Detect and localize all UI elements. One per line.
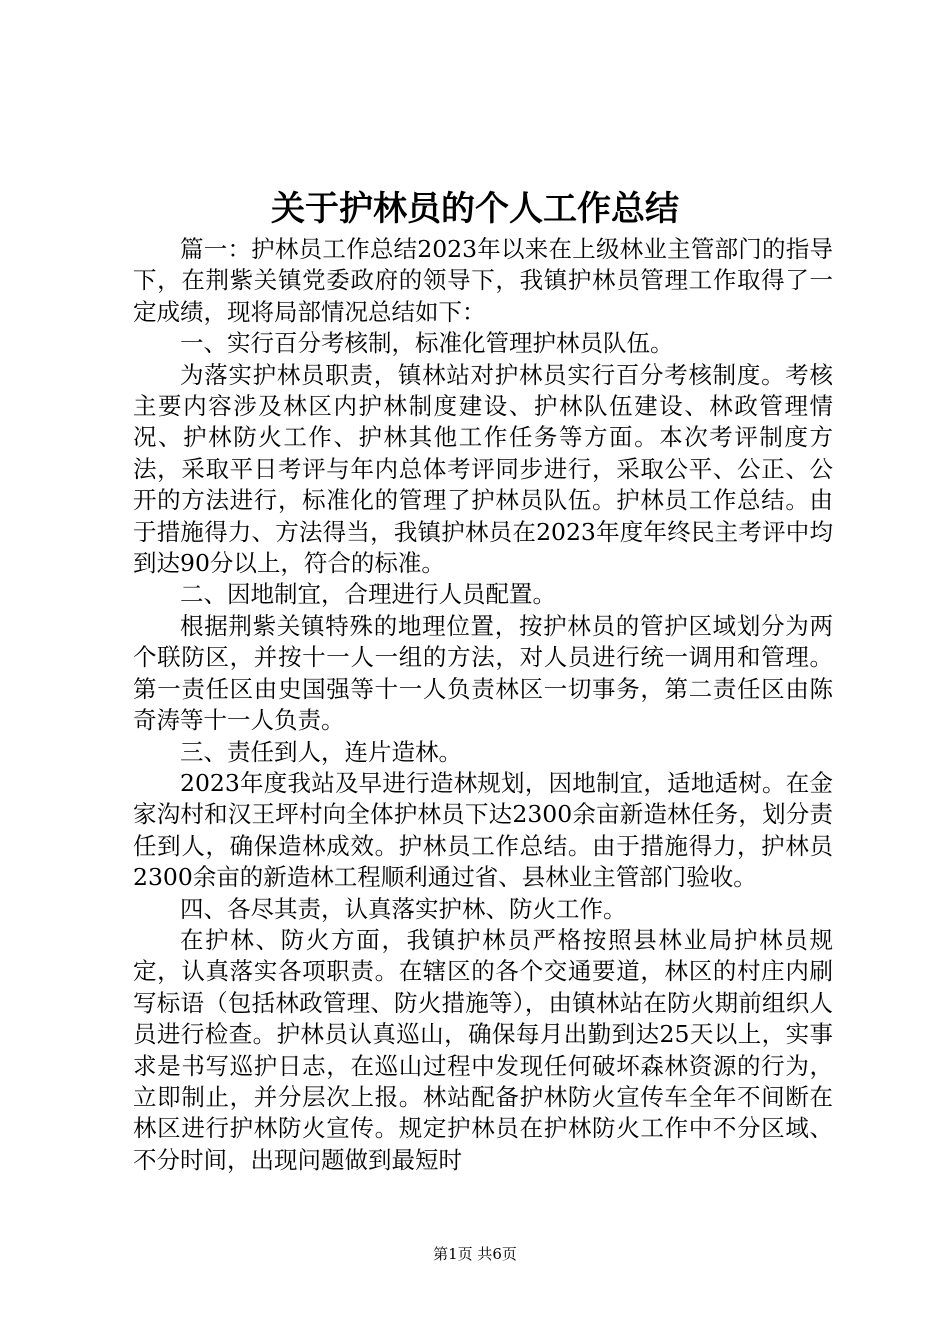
page-number-footer: 第1页 共6页 [433, 1245, 517, 1263]
section-heading-3: 三、责任到人，连片造林。 [180, 737, 462, 766]
section-heading-2: 二、因地制宜，合理进行人员配置。 [180, 580, 556, 609]
document-title: 关于护林员的个人工作总结 [271, 189, 679, 229]
section-heading-1: 一、实行百分考核制，标准化管理护林员队伍。 [180, 329, 674, 358]
paragraph-section-3: 2023年度我站及早进行造林规划，因地制宜，适地适树。在金家沟村和汉王坪村向全体护林员下达2300余亩新造林任务，划分责任到人，确保造林成效。护林员工作总结。由于措施得力，护林员2300余亩的新造林工程顺利通过省、县林业主管部门验收。 [133, 768, 833, 892]
paragraph-intro: 篇一：护林员工作总结2023年以来在上级林业主管部门的指导下，在荆紫关镇党委政府的领导下，我镇护林员管理工作取得了一定成绩，现将局部情况总结如下： [133, 235, 833, 326]
document-body [133, 234, 833, 1176]
paragraph-section-2: 根据荆紫关镇特殊的地理位置，按护林员的管护区域划分为两个联防区，并按十一人一组的方法，对人员进行统一调用和管理。第一责任区由史国强等十一人负责林区一切事务，第二责任区由陈奇涛等十一人负责。 [133, 611, 833, 735]
paragraph-section-4: 在护林、防火方面，我镇护林员严格按照县林业局护林员规定，认真落实各项职责。在辖区的各个交通要道，林区的村庄内刷写标语（包括林政管理、防火措施等），由镇林站在防火期前组织人员进行检查。护林员认真巡山，确保每月出勤到达25天以上，实事求是书写巡护日志，在巡山过程中发现任何破坏森林资源的行为，立即制止，并分层次上报。林站配备护林防火宣传车全年不间断在林区进行护林防火宣传。规定护林员在护林防火工作中不分区域、不分时间，出现问题做到最短时 [133, 925, 833, 1174]
section-heading-4: 四、各尽其责，认真落实护林、防火工作。 [180, 894, 627, 923]
paragraph-section-1: 为落实护林员职责，镇林站对护林员实行百分考核制度。考核主要内容涉及林区内护林制度建设、护林队伍建设、林政管理情况、护林防火工作、护林其他工作任务等方面。本次考评制度方法，采取平日考评与年内总体考评同步进行，采取公平、公正、公开的方法进行，标准化的管理了护林员队伍。护林员工作总结。由于措施得力、方法得当，我镇护林员在2023年度年终民主考评中均到达90分以上，符合的标准。 [133, 360, 833, 578]
